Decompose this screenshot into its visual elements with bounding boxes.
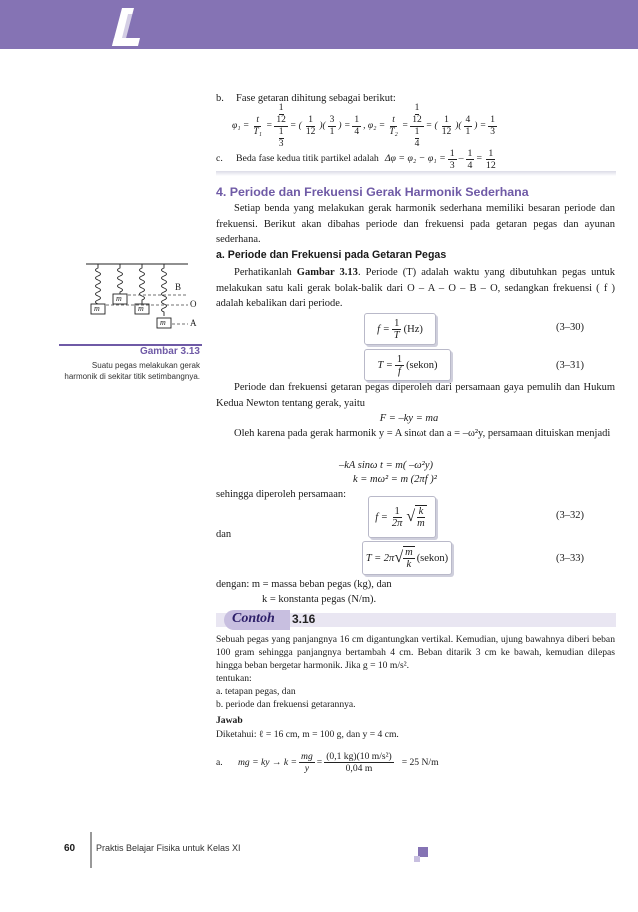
footer-book-title: Praktis Belajar Fisika untuk Kelas XI (96, 843, 241, 853)
newton-equation: F = –ky = ma (379, 413, 439, 424)
section-heading: 4. Periode dan Frekuensi Gerak Harmonik Sederhana (216, 185, 529, 199)
figure-mass-3: m (138, 304, 144, 313)
subsection-paragraph-3: Oleh karena pada gerak harmonik y = A sinωt dan a = –ω²y, persamaan dituiskan menjadi (234, 428, 611, 439)
equation-3-30: f = $\frac{1}{T}$ (Hz) (364, 313, 436, 345)
figure-label-a: A (190, 318, 197, 328)
contoh-item-a: a. tetapan pegas, dan (216, 686, 296, 697)
sqrt-icon: √ (406, 508, 416, 525)
part-c-expr: Δφ = φ₂ − φ₁ = (384, 153, 446, 165)
equation-3-31-number: (3–31) (556, 360, 584, 371)
derivation-line-2: k = mω² = m (2πf )² (353, 474, 437, 485)
phase-equation: φ₁ = $\frac{t}{\text{T₁}}$ = 1 12 1 3 = ( $\frac{1}{12}$ )( $\frac{3}{1}$ ) = $\frac{1}{4}$ , φ₂ = $\frac{t}{\text{T₂}}$ = 1 12 1 4 = ( $\frac{1}{12}$ )( $\frac{4}{1}$ ) = $\frac{1}{3}$ (232, 102, 495, 149)
definition-spring-constant: k = konstanta pegas (N/m). (262, 594, 377, 605)
dan-text: dan (216, 529, 232, 540)
figure-label-o: O (190, 299, 197, 309)
spring-figure (58, 258, 202, 338)
figure-mass-2: m (116, 294, 122, 303)
figure-mass-4: m (160, 318, 166, 327)
contoh-tentukan: tentukan: (216, 673, 252, 684)
contoh-jawab: Jawab (216, 715, 243, 726)
equation-3-33: T = 2π √ $\frac{m}{k}$ (sekon) (362, 541, 452, 575)
part-b-text: Fase getaran dihitung sebagai berikut: (236, 93, 396, 104)
part-c-label: c. (216, 153, 223, 165)
figure-mass-1: m (94, 304, 100, 313)
header-bar (0, 0, 638, 49)
chapter-logo-icon (100, 8, 160, 56)
footer-square-small-icon (414, 856, 420, 862)
figure-caption-text: Suatu pegas melakukan gerak harmonik di sekitar titik setimbangnya. (64, 361, 200, 381)
contoh-diketahui: Diketahui: ℓ = 16 cm, m = 100 g, dan y = 4 cm. (216, 729, 399, 740)
phi1-compound-fraction: 1 12 1 3 (276, 102, 286, 149)
part-c: c. Beda fase kedua titik partikel adalah Δφ = φ₂ − φ₁ = $\frac{1}{3}$ – $\frac{1}{4}$ = $\frac{1}{12}$ (216, 147, 496, 171)
subsection-paragraph-2: Periode dan frekuensi getaran pegas diperoleh dari persamaan gaya pemulih dan Hukum Kedua Newton tentang gerak, yaitu (216, 382, 615, 409)
equation-3-31: T = $\frac{1}{f}$ (sekon) (364, 349, 451, 381)
footer-divider (90, 832, 92, 868)
contoh-problem: Sebuah pegas yang panjangnya 16 cm digantungkan vertikal. Kemudian, ujung bawahnya diberi beban 100 gram sehingga panjangnya bertambah 4 cm. Beban ditarik 3 cm ke bawah, kemudian dilepas hingga beban bergetar harmonik. Jika g = 10 m/s². (216, 634, 615, 671)
contoh-label: Contoh (232, 611, 275, 626)
equation-3-33-number: (3–33) (556, 553, 584, 564)
derivation-line-1: –kA sinω t = m( –ω²y) (339, 460, 433, 471)
contoh-number: 3.16 (292, 612, 316, 626)
page-number: 60 (64, 843, 76, 854)
equation-3-32-number: (3–32) (556, 510, 584, 521)
contoh-solution: a. mg = ky → k = $\frac{mg}{y}$ = $\frac{\text{(0,1 kg)(10 m/s²)}}{0,04 m}$ = 25 N/m (216, 750, 439, 774)
phi1-left: φ₁ = (232, 121, 250, 131)
equation-3-32: f = $\frac{1}{2\pi}$ √ $\frac{k}{m}$ (368, 496, 436, 538)
divider-shadow (216, 171, 616, 176)
sqrt-icon: √ (394, 549, 404, 566)
figure-caption-title: Gambar 3.13 (139, 346, 200, 357)
subsection-paragraph-1: Perhatikanlah Gambar 3.13. Periode (T) adalah waktu yang dibutuhkan pegas untuk melakukan satu kali gerak bolak-balik dari O – A – O – B – O, sedangkan frekuensi ( f ) adalah kebalikan dari periode. (216, 267, 615, 310)
figure-label-b: B (175, 282, 182, 292)
subsection-heading: a. Periode dan Frekuensi pada Getaran Pegas (216, 249, 447, 261)
contoh-item-b: b. periode dan frekuensi getarannya. (216, 699, 356, 710)
definition-mass: dengan: m = massa beban pegas (kg), dan (216, 579, 392, 590)
part-c-text: Beda fase kedua titik partikel adalah (236, 153, 379, 165)
phi2-left: , φ₂ = (363, 121, 386, 131)
phi1-fraction: $\frac{t}{\text{T₁}}$ (253, 114, 262, 137)
section-intro: Setiap benda yang melakukan gerak harmonik sederhana memiliki besaran periode dan frekuensi. Berikut akan dibahas periode dan frekuensi pada getaran pegas dan ayunan sederhana. (216, 203, 615, 246)
equation-3-30-number: (3–30) (556, 322, 584, 333)
part-b-label: b. (216, 93, 224, 104)
subsection-paragraph-4: sehingga diperoleh persamaan: (216, 489, 347, 500)
